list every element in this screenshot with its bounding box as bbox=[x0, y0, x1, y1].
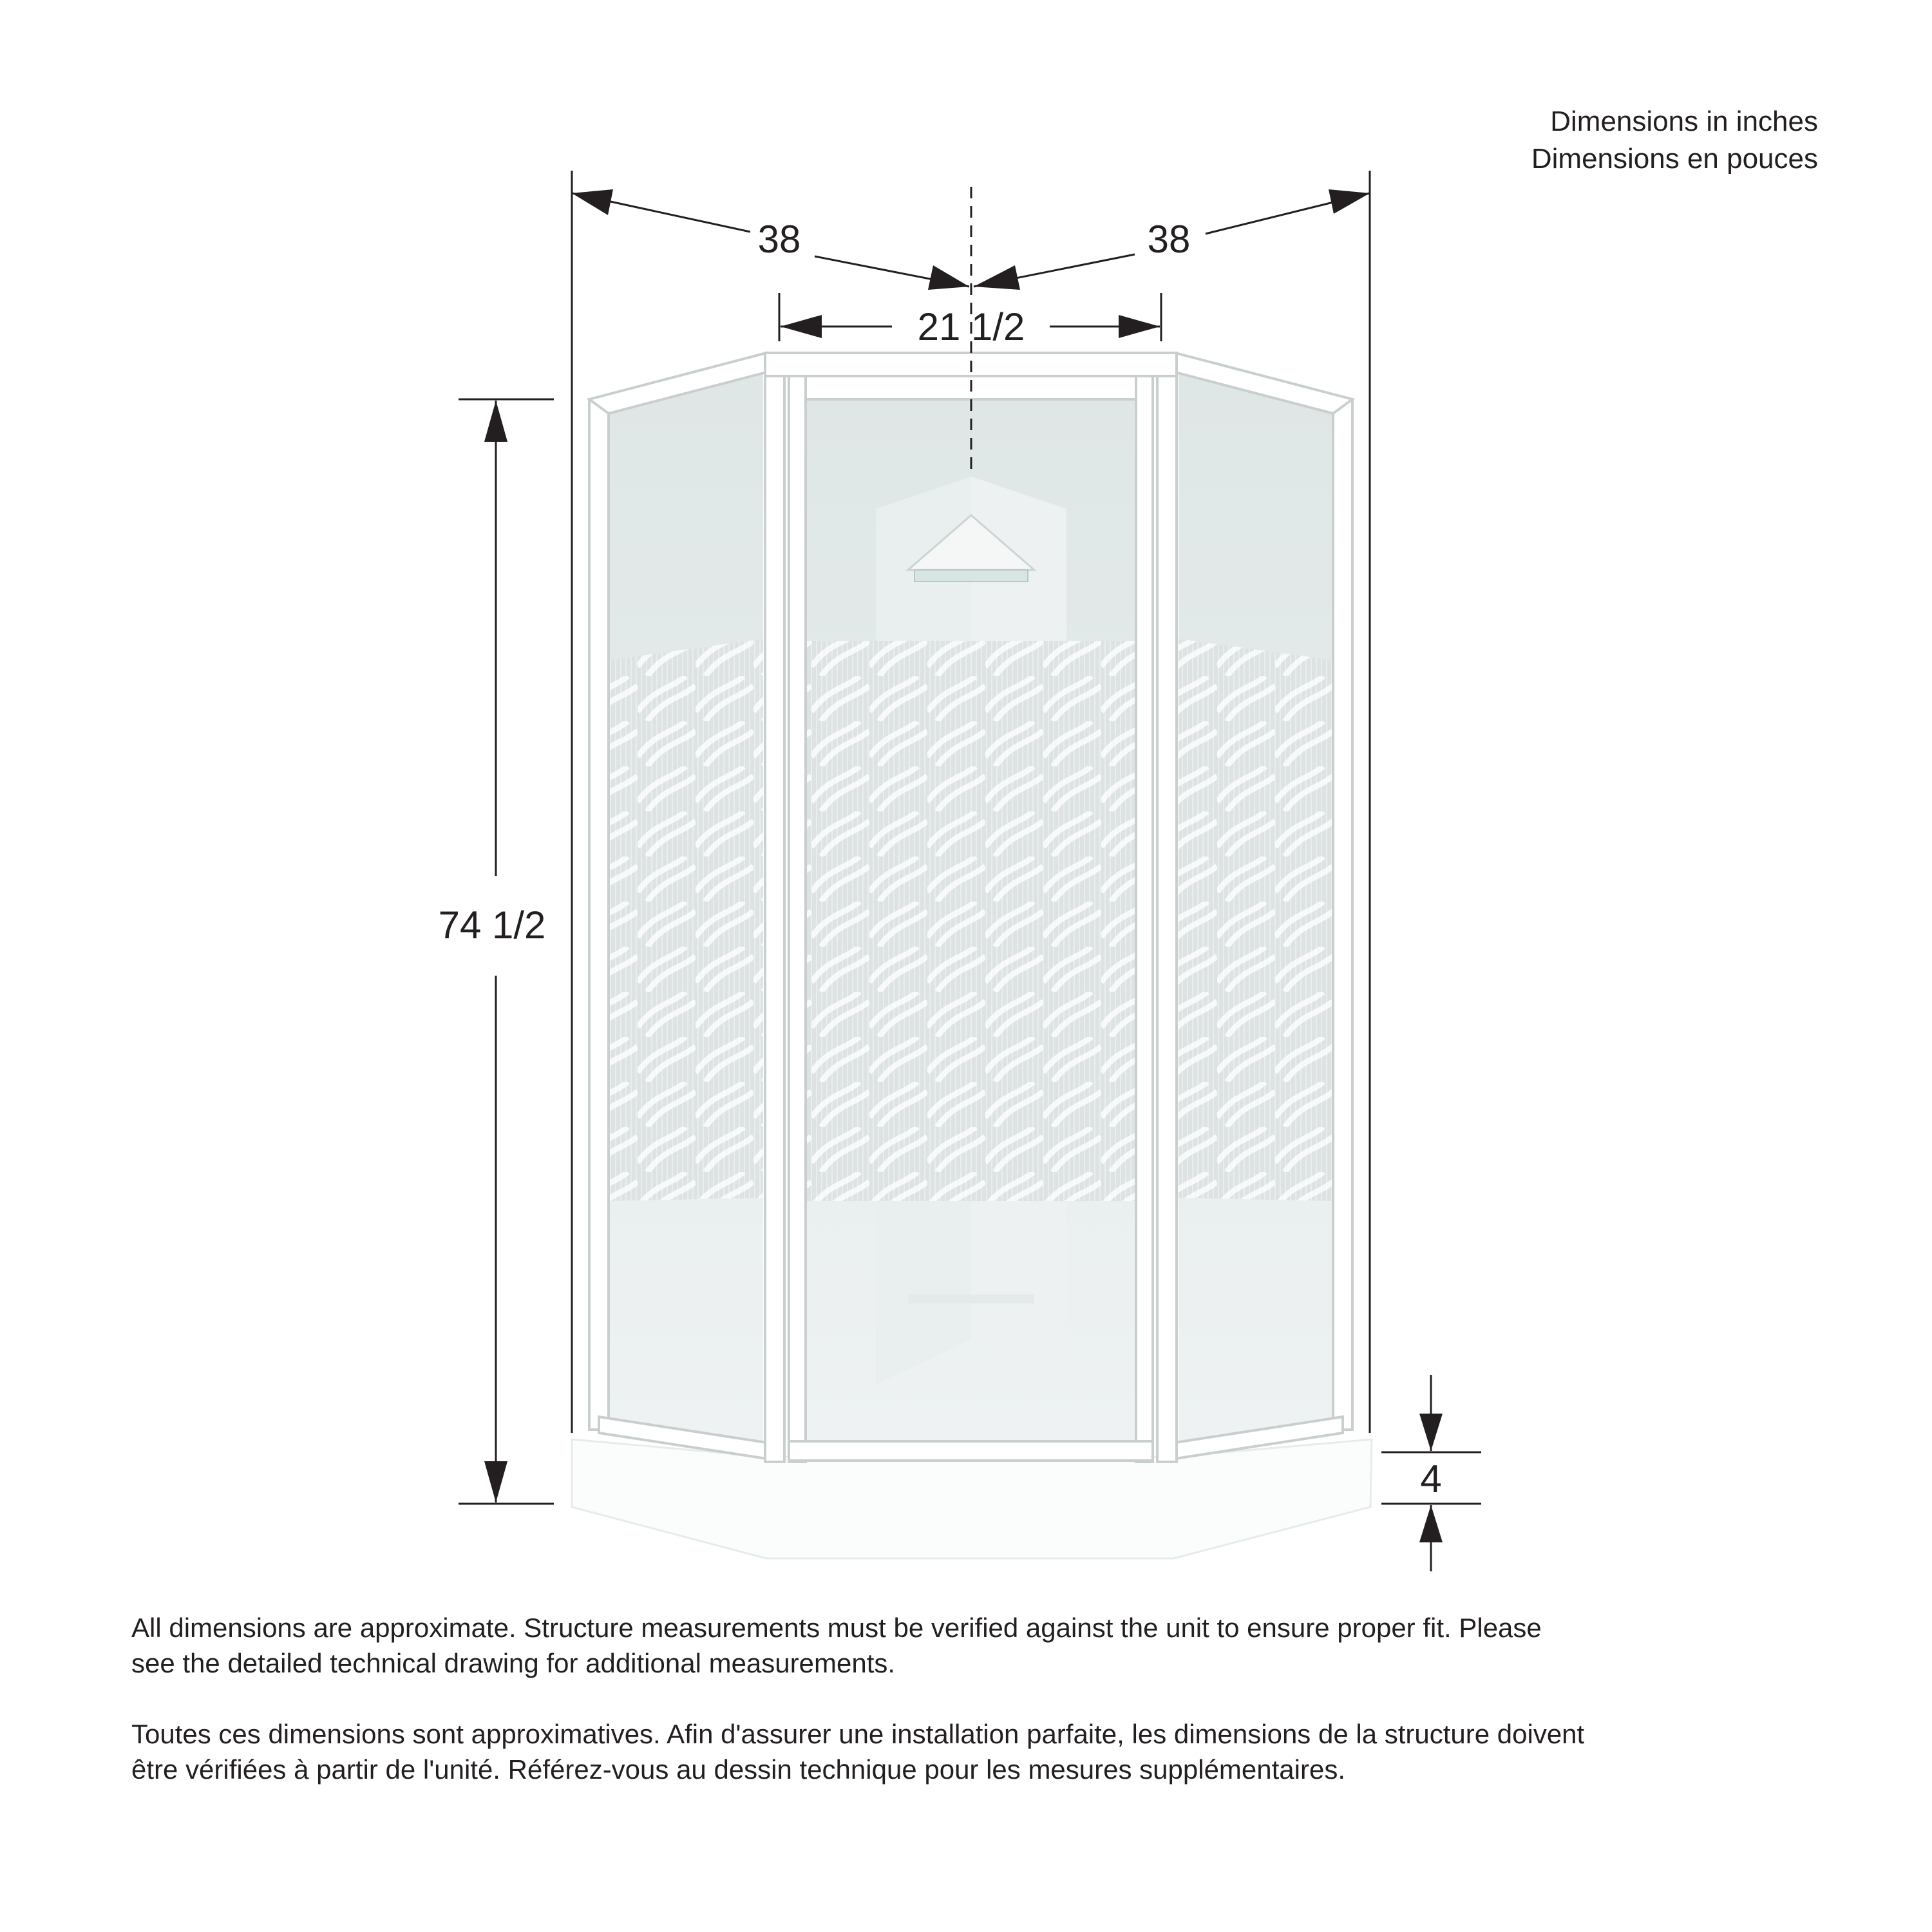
disclaimer-notes bbox=[131, 1610, 1587, 1823]
arrowhead bbox=[974, 265, 1020, 290]
left-glass-panel bbox=[609, 370, 763, 1459]
dimension-right-wall: 38 bbox=[1147, 218, 1191, 261]
arrowhead bbox=[484, 401, 507, 442]
door-glass-panel bbox=[789, 393, 1153, 1455]
dimension-base-height: 4 bbox=[1420, 1457, 1442, 1501]
units-french: Dimensions en pouces bbox=[1531, 143, 1818, 175]
dimension-door-width: 21 1/2 bbox=[917, 305, 1025, 348]
disclaimer-french: Toutes ces dimensions sont approximatives. Afin d'assurer une installation parfaite, les dimensions de la structure doivent être vérifiées à partir de l'unité. Référez-vous au dessin technique pour les mesures supplémentaires. bbox=[131, 1719, 1585, 1785]
arrowhead bbox=[1119, 315, 1160, 338]
arrowhead bbox=[572, 189, 613, 215]
arrowhead bbox=[1329, 189, 1370, 214]
arrowhead bbox=[484, 1461, 507, 1502]
right-glass-panel bbox=[1179, 370, 1333, 1459]
arrowhead bbox=[1419, 1414, 1443, 1451]
arrowhead bbox=[781, 315, 822, 338]
disclaimer-english: All dimensions are approximate. Structure measurements must be verified against the unit to ensure proper fit. Please see the detailed technical drawing for additional measurements. bbox=[131, 1613, 1542, 1678]
units-english: Dimensions in inches bbox=[1550, 106, 1818, 137]
dimension-left-wall: 38 bbox=[757, 218, 801, 261]
arrowhead bbox=[1419, 1505, 1443, 1542]
dimension-height: 74 1/2 bbox=[438, 904, 546, 947]
arrowhead bbox=[928, 265, 969, 290]
